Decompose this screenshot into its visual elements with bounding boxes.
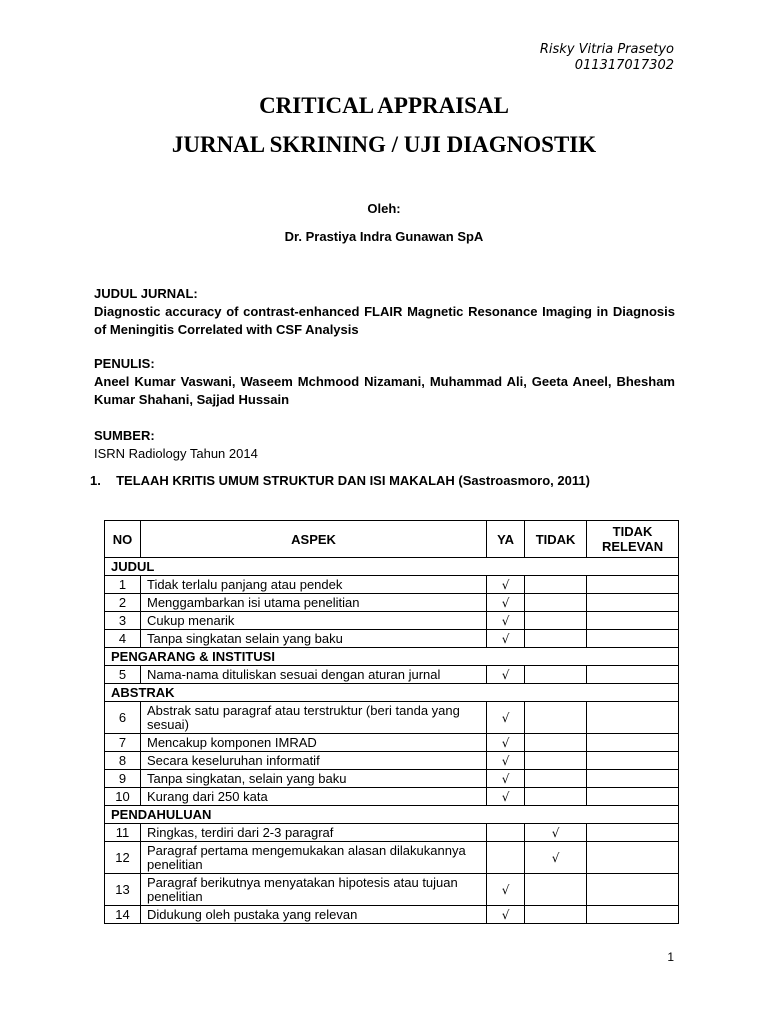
- row-aspek: Paragraf pertama mengemukakan alasan dilakukannya penelitian: [140, 842, 486, 874]
- section-heading: [90, 473, 590, 488]
- table-row: [105, 576, 679, 594]
- cell-tidak-relevan: [587, 612, 679, 630]
- page-number: 1: [667, 950, 674, 964]
- row-number: 1: [105, 576, 141, 594]
- cell-tidak-relevan: [587, 842, 679, 874]
- cell-ya: [487, 612, 525, 630]
- group-row: [105, 648, 679, 666]
- row-number: 11: [105, 824, 141, 842]
- sumber-section: [94, 427, 675, 463]
- check-mark-icon: √: [551, 850, 560, 865]
- byline-name: Dr. Prastiya Indra Gunawan SpA: [284, 229, 484, 244]
- cell-tidak: [525, 594, 587, 612]
- section-title: TELAAH KRITIS UMUM STRUKTUR DAN ISI MAKALAH (Sastroasmoro, 2011): [116, 473, 590, 488]
- byline-label: Oleh:: [367, 201, 401, 216]
- cell-tidak: [525, 752, 587, 770]
- row-aspek: Tanpa singkatan selain yang baku: [140, 630, 486, 648]
- section-number: 1.: [90, 473, 101, 488]
- cell-tidak-relevan: [587, 874, 679, 906]
- cell-ya: [487, 770, 525, 788]
- author-id: 011317017302: [574, 58, 674, 73]
- cell-tidak: [525, 576, 587, 594]
- row-aspek: Abstrak satu paragraf atau terstruktur (beri tanda yang sesuai): [140, 702, 486, 734]
- cell-tidak-relevan: [587, 752, 679, 770]
- row-aspek: Nama-nama dituliskan sesuai dengan aturan jurnal: [140, 666, 486, 684]
- table-row: [105, 842, 679, 874]
- row-number: 9: [105, 770, 141, 788]
- row-aspek: Menggambarkan isi utama penelitian: [140, 594, 486, 612]
- penulis-label: PENULIS:: [94, 356, 155, 371]
- cell-tidak-relevan: [587, 788, 679, 806]
- table-row: [105, 594, 679, 612]
- author-info: [540, 42, 674, 74]
- group-title: PENDAHULUAN: [105, 806, 679, 824]
- cell-tidak: [525, 906, 587, 924]
- table-row: [105, 874, 679, 906]
- cell-ya: [487, 752, 525, 770]
- row-number: 14: [105, 906, 141, 924]
- header-ya: YA: [487, 521, 525, 558]
- appraisal-table: [104, 520, 679, 924]
- row-aspek: Secara keseluruhan informatif: [140, 752, 486, 770]
- row-aspek: Mencakup komponen IMRAD: [140, 734, 486, 752]
- cell-ya: [487, 734, 525, 752]
- header-tidak-relevan: TIDAK RELEVAN: [587, 521, 679, 558]
- table-row: [105, 770, 679, 788]
- check-mark-icon: √: [501, 735, 510, 750]
- table-row: [105, 666, 679, 684]
- group-row: [105, 684, 679, 702]
- cell-tidak-relevan: [587, 594, 679, 612]
- cell-tidak-relevan: [587, 824, 679, 842]
- check-mark-icon: √: [501, 753, 510, 768]
- check-mark-icon: √: [501, 595, 510, 610]
- group-title: JUDUL: [105, 558, 679, 576]
- check-mark-icon: √: [501, 907, 510, 922]
- group-row: [105, 806, 679, 824]
- check-mark-icon: √: [501, 667, 510, 682]
- row-aspek: Didukung oleh pustaka yang relevan: [140, 906, 486, 924]
- cell-tidak-relevan: [587, 702, 679, 734]
- check-mark-icon: √: [501, 771, 510, 786]
- row-number: 6: [105, 702, 141, 734]
- row-aspek: Tidak terlalu panjang atau pendek: [140, 576, 486, 594]
- penulis-section: [94, 355, 675, 409]
- table-header-row: [105, 521, 679, 558]
- row-number: 5: [105, 666, 141, 684]
- cell-tidak-relevan: [587, 906, 679, 924]
- row-aspek: Kurang dari 250 kata: [140, 788, 486, 806]
- row-aspek: Cukup menarik: [140, 612, 486, 630]
- cell-tidak: [525, 630, 587, 648]
- cell-ya: [487, 906, 525, 924]
- row-number: 13: [105, 874, 141, 906]
- document-subtitle: JURNAL SKRINING / UJI DIAGNOSTIK: [171, 132, 597, 157]
- table-row: [105, 906, 679, 924]
- cell-tidak: [525, 874, 587, 906]
- cell-tidak: [525, 824, 587, 842]
- judul-text: Diagnostic accuracy of contrast-enhanced FLAIR Magnetic Resonance Imaging in Diagnosis of Meningitis Correlated with CSF Analysis: [94, 304, 675, 337]
- table-row: [105, 630, 679, 648]
- row-number: 3: [105, 612, 141, 630]
- cell-ya: [487, 594, 525, 612]
- sumber-label: SUMBER:: [94, 428, 155, 443]
- penulis-text: Aneel Kumar Vaswani, Waseem Mchmood Nizamani, Muhammad Ali, Geeta Aneel, Bhesham Kumar Shahani, Sajjad Hussain: [94, 374, 675, 407]
- row-aspek: Tanpa singkatan, selain yang baku: [140, 770, 486, 788]
- header-no: NO: [105, 521, 141, 558]
- cell-ya: [487, 576, 525, 594]
- cell-ya: [487, 630, 525, 648]
- check-mark-icon: √: [501, 577, 510, 592]
- row-number: 10: [105, 788, 141, 806]
- table-row: [105, 788, 679, 806]
- row-number: 2: [105, 594, 141, 612]
- check-mark-icon: √: [501, 882, 510, 897]
- cell-tidak: [525, 770, 587, 788]
- check-mark-icon: √: [501, 789, 510, 804]
- row-aspek: Ringkas, terdiri dari 2-3 paragraf: [140, 824, 486, 842]
- cell-tidak-relevan: [587, 734, 679, 752]
- cell-ya: [487, 702, 525, 734]
- table-row: [105, 734, 679, 752]
- header-aspek: ASPEK: [140, 521, 486, 558]
- check-mark-icon: √: [551, 825, 560, 840]
- group-title: PENGARANG & INSTITUSI: [105, 648, 679, 666]
- header-tidak: TIDAK: [525, 521, 587, 558]
- check-mark-icon: √: [501, 631, 510, 646]
- judul-label: JUDUL JURNAL:: [94, 286, 198, 301]
- row-number: 4: [105, 630, 141, 648]
- cell-ya: [487, 788, 525, 806]
- row-number: 8: [105, 752, 141, 770]
- document-title: CRITICAL APPRAISAL: [259, 93, 509, 118]
- cell-tidak-relevan: [587, 666, 679, 684]
- group-title: ABSTRAK: [105, 684, 679, 702]
- sumber-text: ISRN Radiology Tahun 2014: [94, 446, 258, 461]
- check-mark-icon: √: [501, 710, 510, 725]
- cell-ya: [487, 874, 525, 906]
- table-body: [105, 558, 679, 924]
- row-number: 7: [105, 734, 141, 752]
- cell-tidak: [525, 788, 587, 806]
- cell-tidak: [525, 612, 587, 630]
- row-number: 12: [105, 842, 141, 874]
- cell-tidak: [525, 842, 587, 874]
- row-aspek: Paragraf berikutnya menyatakan hipotesis atau tujuan penelitian: [140, 874, 486, 906]
- cell-tidak-relevan: [587, 576, 679, 594]
- check-mark-icon: √: [501, 613, 510, 628]
- judul-section: [94, 285, 675, 339]
- cell-tidak: [525, 666, 587, 684]
- author-name: Risky Vitria Prasetyo: [539, 42, 674, 57]
- group-row: [105, 558, 679, 576]
- cell-ya: [487, 824, 525, 842]
- table-row: [105, 824, 679, 842]
- cell-tidak-relevan: [587, 630, 679, 648]
- cell-tidak: [525, 702, 587, 734]
- cell-tidak: [525, 734, 587, 752]
- cell-ya: [487, 666, 525, 684]
- table-row: [105, 752, 679, 770]
- cell-ya: [487, 842, 525, 874]
- table-row: [105, 612, 679, 630]
- cell-tidak-relevan: [587, 770, 679, 788]
- table-row: [105, 702, 679, 734]
